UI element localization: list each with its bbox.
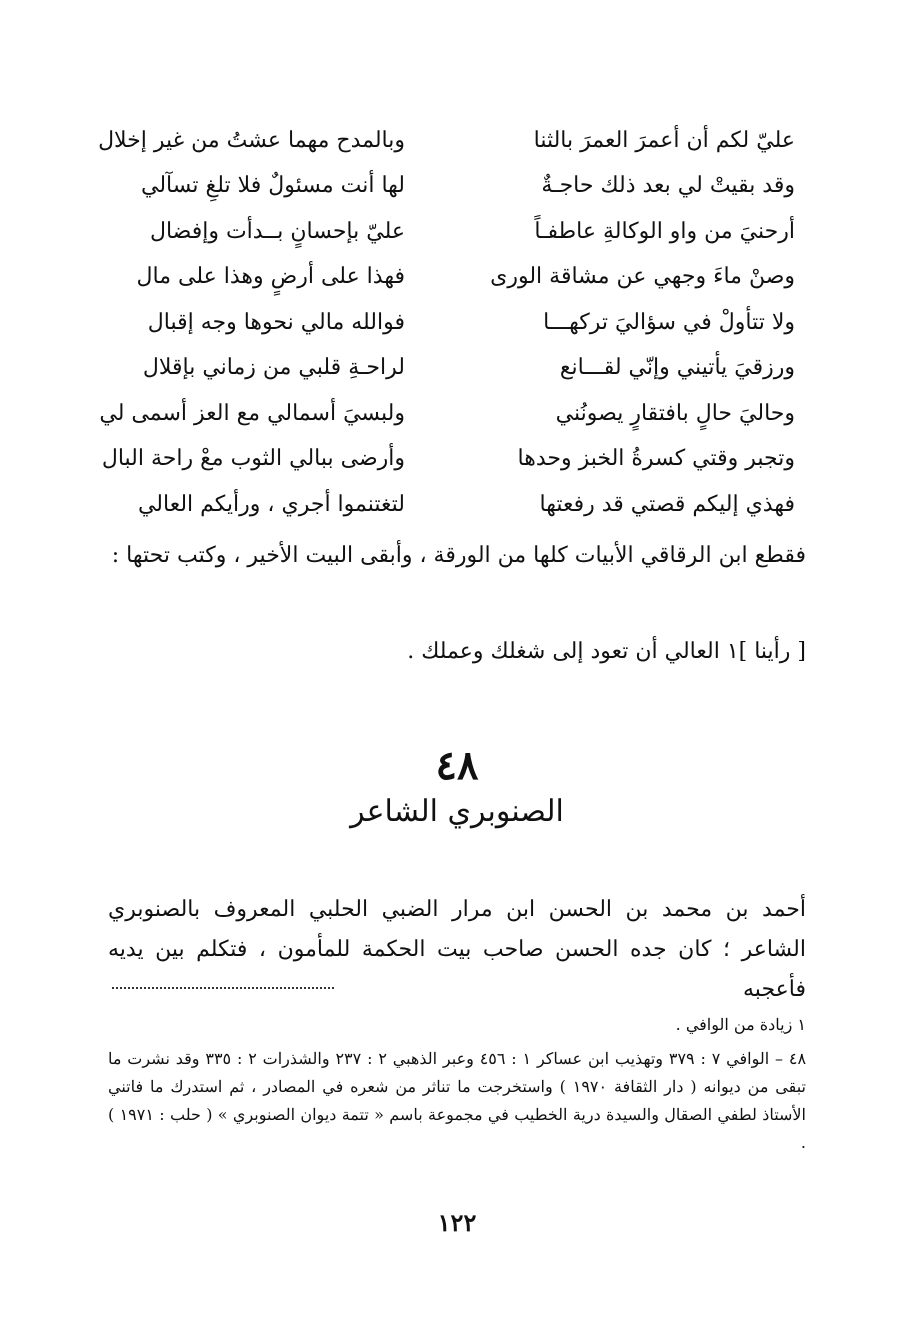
footnote: ٤٨ – الوافي ٧ : ٣٧٩ وتهذيب ابن عساكر ١ : ٤٥٦ وعبر الذهبي ٢ : ٢٣٧ والشذرات ٢ : ٣٣٥ وقد نشرت ما تبقى من ديوانه ( دار الثقافة ١٩٧٠ ) واستخرجت ما تناثر من شعره في المصادر ، ثم استدرك ما فاتني الأستاذ لطفي الصقال والسيدة درية الخطيب في مجموعة باسم « تتمة ديوان الصنوبري » ( حلب : ١٩٧١ ) . <box>108 1049 807 1152</box>
poem-verse <box>105 482 795 528</box>
verse-first-hemistich: وحاليَ حالٍ بافتقارٍ يصونُني <box>555 400 795 426</box>
footnote-divider <box>112 987 334 989</box>
verse-second-hemistich: عليّ بإحسانٍ بــدأت وإفضال <box>149 218 405 244</box>
section-title: الصنوبري الشاعر <box>350 794 564 829</box>
poem-verse <box>99 391 795 437</box>
footnote: ١ زيادة من الوافي . <box>675 1015 806 1034</box>
verse-second-hemistich: لها أنت مسئولٌ فلا تلغِ تسآلي <box>141 173 405 199</box>
poem-verse <box>101 437 795 483</box>
biography-paragraph: أحمد بن محمد بن الحسن ابن مرار الضبي الحلبي المعروف بالصنوبري الشاعر ؛ كان جده الحسن صاحب بيت الحكمة للمأمون ، فتكلم بين يديه فأعجبه <box>108 897 806 1002</box>
verse-first-hemistich: ورزقيَ يأتيني وإنّي لقـــانع <box>559 355 795 381</box>
poem-verse <box>105 346 795 392</box>
page-number: ١٢٢ <box>437 1208 477 1237</box>
verse-first-hemistich: وصنْ ماءَ وجهي عن مشاقة الورى <box>490 264 795 290</box>
verse-first-hemistich: أرحنيَ من واو الوكالةِ عاطفـاً <box>534 218 795 244</box>
verse-first-hemistich: عليّ لكم أن أعمرَ العمرَ بالثنا <box>533 127 795 153</box>
poem-verse <box>105 209 795 255</box>
poem-verse <box>98 118 795 164</box>
verse-second-hemistich: وأرضى ببالي الثوب معْ راحة البال <box>101 446 405 472</box>
verse-first-hemistich: ولا تتأولْ في سؤاليَ تركهـــا <box>543 309 795 335</box>
poem-verse <box>105 255 795 301</box>
verse-second-hemistich: ولبسيَ أسمالي مع العز أسمى لي <box>99 400 405 426</box>
verse-second-hemistich: وبالمدح مهما عشتُ من غير إخلال <box>98 127 405 153</box>
verse-first-hemistich: فهذي إليكم قصتي قد رفعتها <box>539 491 795 517</box>
prose-line: [ رأينا ]١ العالي أن تعود إلى شغلك وعملك . <box>407 639 806 664</box>
section-number: ٤٨ <box>435 742 479 789</box>
verse-second-hemistich: فهذا على أرضٍ وهذا على مال <box>136 264 405 290</box>
verse-second-hemistich: لتغتنموا أجري ، ورأيكم العالي <box>137 491 405 517</box>
prose-paragraph: فقطع ابن الرقاقي الأبيات كلها من الورقة ، وأبقى البيت الأخير ، وكتب تحتها : <box>111 543 806 568</box>
poem-verse <box>105 164 795 210</box>
verse-first-hemistich: وقد بقيتْ لي بعد ذلك حاجـةٌ <box>541 173 795 199</box>
poem-verse <box>105 300 795 346</box>
verse-second-hemistich: فوالله مالي نحوها وجه إقبال <box>147 309 405 335</box>
verse-second-hemistich: لراحـةِ قلبي من زماني بإقلال <box>142 355 405 381</box>
poem <box>98 118 795 528</box>
verse-first-hemistich: وتجبر وقتي كسرةُ الخبز وحدها <box>517 446 795 472</box>
